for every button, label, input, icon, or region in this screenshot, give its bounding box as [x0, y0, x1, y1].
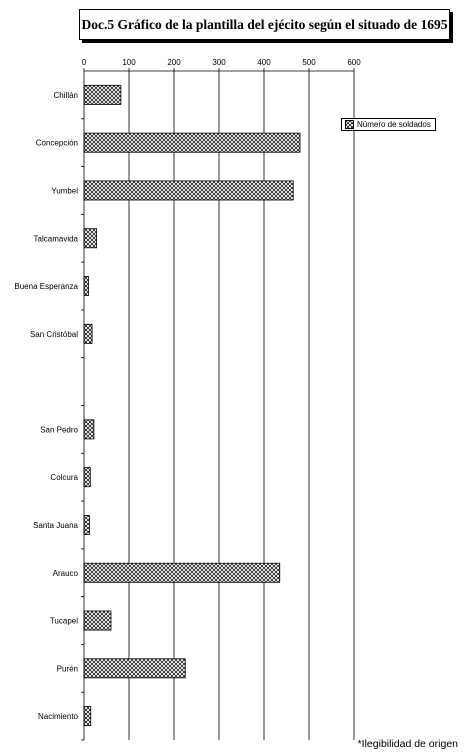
category-label: Purén [56, 664, 78, 674]
bar [84, 707, 91, 726]
bar [84, 85, 121, 104]
category-label: Chillán [53, 90, 78, 100]
legend-label: Número de soldados [357, 120, 431, 129]
bar [84, 563, 280, 582]
category-label: San Pedro [40, 425, 78, 435]
category-label: Tucapel [49, 616, 78, 626]
bar [84, 611, 111, 630]
category-label: Nacimiento [37, 712, 78, 722]
category-label: Buena Esperanza [14, 282, 78, 292]
chart-title: Doc.5 Gráfico de la plantilla del ejécito según el situado de 1695 [81, 16, 448, 32]
category-label: San Cristóbal [29, 329, 78, 339]
bar [84, 515, 89, 534]
bar [84, 276, 89, 295]
x-tick-label: 0 [81, 58, 87, 67]
bar [84, 468, 90, 487]
category-label: Colcura [50, 473, 78, 483]
category-label: Arauco [52, 568, 78, 578]
x-tick-label: 600 [347, 58, 361, 67]
bar [84, 420, 94, 439]
category-label: Talcamavida [33, 234, 78, 244]
bar [84, 659, 185, 678]
bar [84, 324, 92, 343]
category-label: Santa Juana [33, 520, 78, 530]
legend-swatch [345, 120, 354, 129]
legend [341, 118, 436, 131]
x-tick-label: 400 [257, 58, 271, 67]
x-tick-label: 500 [302, 58, 316, 67]
bar [84, 133, 300, 152]
category-label: Concepción [35, 138, 78, 148]
footnote: *Ilegibilidad de origen [357, 738, 458, 750]
bar [84, 181, 293, 200]
bar [84, 229, 97, 248]
x-tick-label: 100 [122, 58, 136, 67]
x-tick-label: 200 [167, 58, 181, 67]
x-tick-label: 300 [212, 58, 226, 67]
category-label: Yumbel [51, 186, 78, 196]
